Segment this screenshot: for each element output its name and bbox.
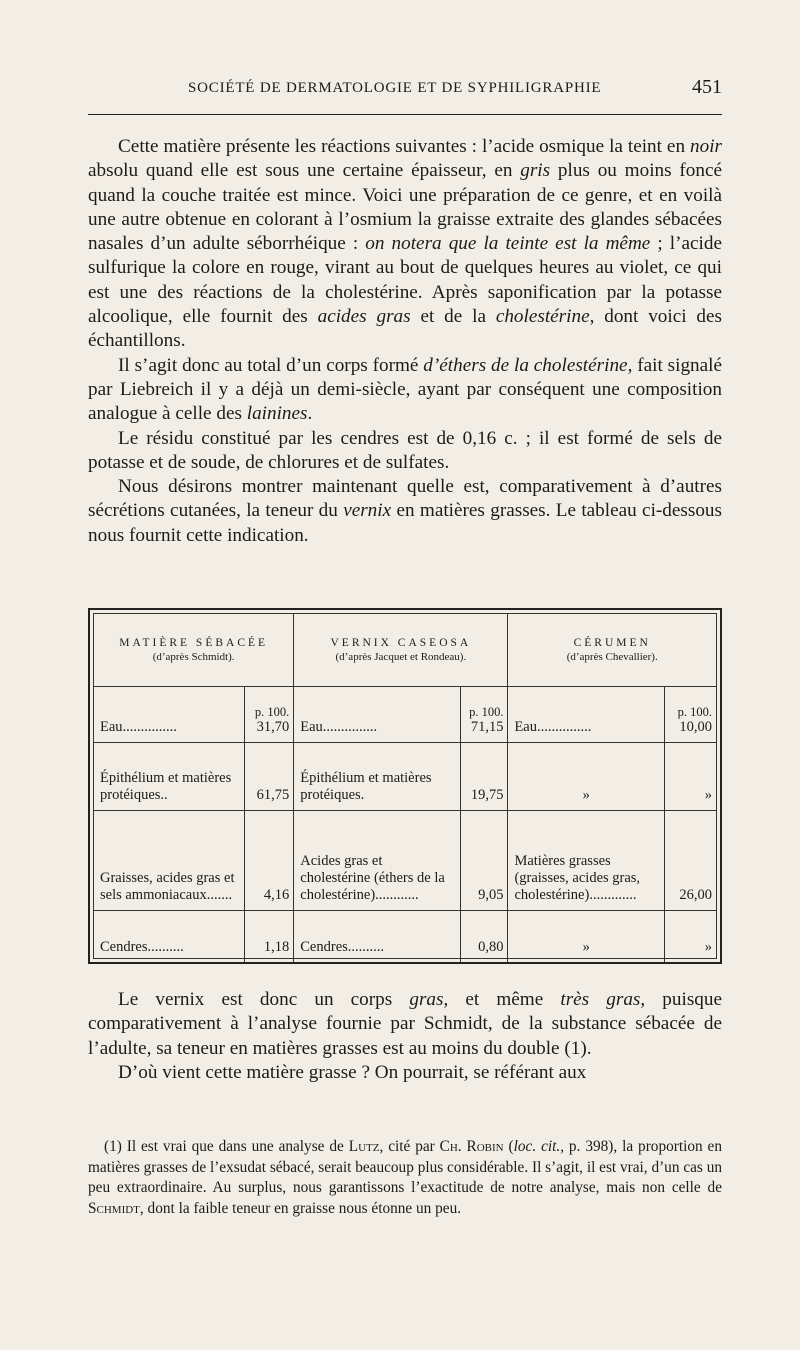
table-cell-label: Acides gras et cholestérine (éthers de la cholestérine)............ (294, 810, 461, 910)
table-cell-label: Matières grasses (graisses, acides gras, cholestérine)............. (508, 810, 665, 910)
paragraph: Le résidu constitué par les cendres est de 0,16 c. ; il est formé de sels de potasse et de soude, de chlorures et de sulfates. (88, 427, 722, 473)
column-header (294, 614, 508, 686)
italic-text: gras (409, 989, 444, 1010)
table-row (94, 686, 716, 742)
italic-text: acides gras (317, 306, 411, 328)
table-cell-value (244, 686, 293, 742)
text-run: absolu quand elle est sous une certaine épaisseur, en (88, 160, 521, 182)
text-run: et de la (410, 306, 496, 328)
italic-text: noir (690, 136, 722, 157)
table-cell-label: Eau............... (508, 686, 665, 742)
page-number: 451 (692, 76, 722, 98)
italic-text: on notera que la teinte est la même (365, 233, 651, 255)
table-cell-label: Cendres.......... (94, 910, 244, 962)
italic-text: lainines (246, 403, 308, 425)
table-cell-value: » (704, 939, 712, 955)
column-source: (d’après Jacquet et Rondeau). (335, 650, 467, 663)
column-name: MATIÈRE SÉBACÉE (119, 636, 269, 649)
table-cell-value: 26,00 (664, 810, 716, 910)
text-run: . (307, 403, 313, 425)
paragraph (88, 988, 722, 1061)
column-source: (d’après Schmidt). (152, 650, 235, 663)
table-cell-value: 9,05 (461, 810, 508, 910)
author-name: Lutz (348, 1138, 380, 1155)
text-run: Le vernix est donc un corps (118, 989, 410, 1010)
table-cell-value: 4,16 (244, 810, 293, 910)
table-cell-label: » (508, 742, 665, 810)
text-run: , et même (443, 989, 561, 1010)
table-inner-frame (93, 613, 717, 959)
paragraph (88, 354, 722, 427)
column-name: CÉRUMEN (573, 636, 651, 649)
text-run: , dont voici des échantillons. (88, 306, 722, 352)
paragraph (88, 135, 722, 354)
text-run: Cette matière présente les réactions suivantes : l’acide osmique la teint en (118, 136, 690, 157)
table-row (94, 810, 716, 910)
text-run: Il s’agit donc au total d’un corps formé (118, 354, 424, 376)
text-run: plus ou moins foncé quand la couche traitée est mince. Voici une préparation de ce genre, et en voilà une autre obtenue en colorant à l’osmium la graisse extraite des glandes sébacées nasales d’un adulte séborrhéique : (88, 160, 722, 255)
text-run: , fait signalé par Liebreich il y a déjà un demi-siècle, ayant par conséquent une composition analogue à celle des (88, 354, 722, 425)
italic-text: d’éthers de la cholestérine (423, 354, 628, 376)
column-header (508, 614, 716, 686)
table-cell-value: 0,80 (461, 910, 508, 962)
italic-text: très gras (560, 989, 641, 1010)
value-text: 71,15 (470, 718, 504, 735)
text-run: , puisque comparativement à l’analyse fournie par Schmidt, de la substance sébacée de l’adulte, sa teneur en matières grasses est au moins du double (1). (88, 989, 722, 1059)
table-cell-value: 1,18 (244, 910, 293, 962)
text-run: , dont la faible teneur en graisse nous étonne un peu. (139, 1199, 462, 1217)
table-cell-value: 61,75 (244, 742, 293, 810)
italic-text: loc. cit. (513, 1138, 561, 1155)
value-text: 10,00 (679, 718, 712, 735)
text-run: ; l’acide sulfurique la colore en rouge, virant au bout de quelques heures au violet, ce qui est une des réactions de la cholestérine. Après saponification par la potasse alcoolique, elle fournit des (88, 233, 722, 328)
text-run: ( (503, 1138, 514, 1155)
table-cell-label: » (508, 910, 665, 962)
header-rule (88, 114, 722, 115)
footnote (88, 1137, 722, 1219)
table-cell-label: Graisses, acides gras et sels ammoniacaux....... (94, 810, 244, 910)
table-row (94, 742, 716, 810)
table-cell-label: Eau............... (294, 686, 461, 742)
table-row (94, 910, 716, 962)
table-cell-label: Épithélium et matières protéiques. (294, 742, 461, 810)
table-header-row (94, 614, 716, 686)
column-source: (d’après Chevallier). (566, 650, 658, 663)
column-header (94, 614, 294, 686)
table-cell-label: Eau............... (94, 686, 244, 742)
unit-label: p. 100. (677, 704, 712, 719)
paragraph: D’où vient cette matière grasse ? On pourrait, se référant aux (118, 1061, 587, 1083)
data-table (94, 614, 716, 962)
value-text: 31,70 (256, 718, 290, 735)
text-run: (1) Il est vrai que dans une analyse de (104, 1138, 349, 1155)
comparison-table (88, 608, 722, 964)
text-run: , p. 398), la proportion en matières grasses de l’exsudat sébacé, serait beaucoup plus considérable. Il s’agit, il est vrai, d’un cas un peu extraordinaire. Au surplus, nous garantissons l’exactitude de notre analyse, mais non celle de (88, 1138, 722, 1197)
italic-text: vernix (343, 500, 392, 522)
table-cell-value (461, 686, 508, 742)
italic-text: cholestérine (495, 306, 590, 328)
author-name: Ch. Robin (439, 1138, 504, 1155)
column-name: VERNIX CASEOSA (330, 636, 472, 649)
text-run: , cité par (379, 1138, 440, 1155)
table-cell-value: 19,75 (461, 742, 508, 810)
paragraph (88, 475, 722, 548)
table-cell-label: Cendres.......... (294, 910, 461, 962)
body-text-bottom (88, 988, 722, 1085)
author-name: Schmidt (88, 1199, 140, 1217)
italic-text: gris (520, 160, 551, 182)
table-cell-label: Épithélium et matières protéiques.. (94, 742, 244, 810)
text-run: en matières grasses. Le tableau ci-dessous nous fournit cette indication. (88, 500, 722, 546)
footnote-text (88, 1137, 722, 1219)
table-cell-value (664, 686, 716, 742)
text-run: Nous désirons montrer maintenant quelle est, comparativement à d’autres sécrétions cutanées, la teneur du (88, 476, 722, 522)
running-header (88, 76, 722, 106)
unit-label: p. 100. (469, 704, 504, 719)
body-text-top (88, 135, 722, 548)
table-cell-value: » (664, 742, 716, 810)
header-title: SOCIÉTÉ DE DERMATOLOGIE ET DE SYPHILIGRAPHIE (188, 80, 602, 96)
unit-label: p. 100. (254, 704, 290, 719)
